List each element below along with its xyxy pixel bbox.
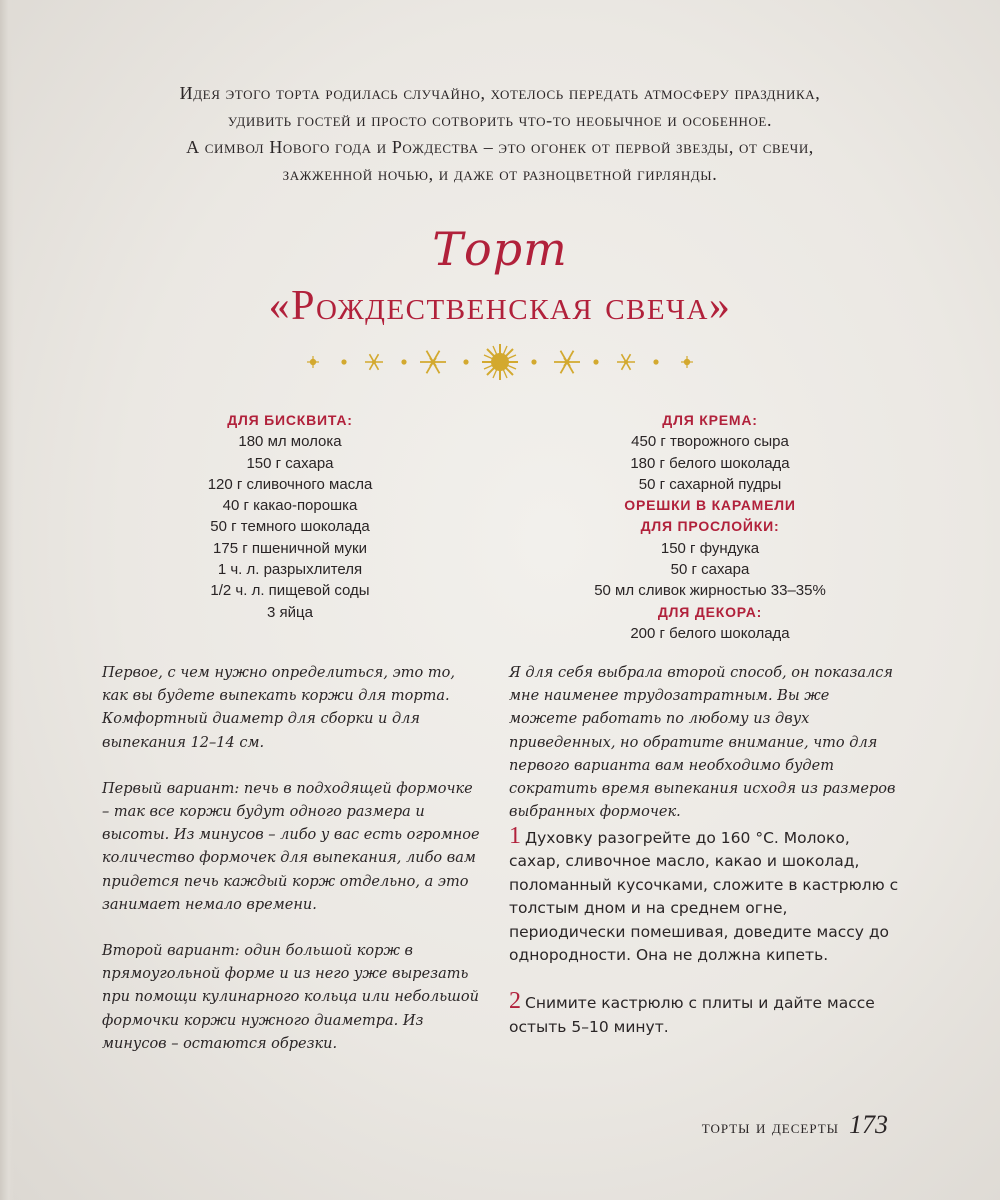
ingredient-item: 175 г пшеничной муки — [213, 539, 367, 557]
ingredient-item: 40 г какао-порошка — [222, 497, 358, 515]
ingredient-item: 3 яйца — [267, 603, 313, 621]
snowflake-icon — [554, 351, 580, 374]
section-title: торты и десерты — [701, 1117, 839, 1137]
intro-line: зажженной ночью, и даже от разноцветной гирлянды. — [282, 164, 718, 184]
recipe-steps — [509, 825, 899, 1062]
body-text-right — [509, 662, 899, 847]
sun-icon — [482, 344, 518, 380]
body-text-left — [102, 662, 482, 1079]
intro-text — [110, 80, 890, 188]
step-text: Снимите кастрюлю с плиты и дайте массе остыть 5–10 минут. — [509, 994, 875, 1036]
dot-icon — [531, 359, 536, 364]
intro-line: Идея этого торта родилась случайно, хотелось передать атмосферу праздника, — [179, 83, 821, 103]
recipe-title-script: Торт — [432, 222, 568, 276]
ingredient-item: 50 г сахара — [670, 561, 750, 579]
dot-icon — [401, 359, 406, 364]
dot-icon — [593, 359, 598, 364]
ingredient-item: 120 г сливочного масла — [207, 475, 373, 493]
book-spine-shadow — [0, 0, 14, 1200]
ingredient-item: 1/2 ч. л. пищевой соды — [210, 582, 370, 600]
ingredients-heading: ДЛЯ ПРОСЛОЙКИ: — [640, 518, 780, 535]
intro-line: удивить гостей и просто сотворить что-то необычное и особенное. — [227, 110, 773, 130]
dot-icon — [341, 359, 346, 364]
ingredients-heading: ДЛЯ БИСКВИТА: — [227, 412, 353, 428]
ingredient-item: 150 г фундука — [660, 539, 760, 557]
ingredients-heading: ДЛЯ ДЕКОРА: — [657, 603, 763, 620]
dot-icon — [463, 359, 468, 364]
ingredient-item: 450 г творожного сыра — [631, 433, 789, 451]
recipe-title: «Рождественская свеча» — [268, 283, 732, 329]
dot-icon — [653, 359, 658, 364]
paragraph: Первый вариант: печь в подходящей формочке – так все коржи будут одного размера и высоты. Из минусов – либо у вас есть огромное количество формочек для выпекания, либо вам придется печь каждый корж отдельно, а это занимает немало времени. — [102, 780, 480, 913]
snowflake-ornament — [300, 340, 700, 384]
step — [509, 990, 899, 1039]
dot-star-icon — [681, 356, 693, 368]
ingredient-item: 50 мл сливок жирностью 33–35% — [594, 582, 826, 600]
ingredient-item: 50 г темного шоколада — [210, 518, 370, 536]
ingredient-item: 50 г сахарной пудры — [638, 475, 782, 493]
ingredients-heading: ДЛЯ КРЕМА: — [662, 412, 758, 428]
sponge-ingredients — [140, 410, 440, 623]
ingredient-item: 200 г белого шоколада — [630, 624, 790, 642]
step — [509, 825, 899, 967]
snowflake-icon — [365, 354, 383, 370]
cream-ingredients — [560, 410, 860, 644]
snowflake-icon — [420, 351, 446, 374]
step-number: 1 — [509, 823, 521, 849]
dot-star-icon — [307, 356, 319, 368]
ingredient-item: 180 мл молока — [238, 433, 342, 451]
step-number: 2 — [509, 988, 521, 1015]
ingredient-item: 1 ч. л. разрыхлителя — [217, 561, 363, 579]
ingredient-item: 180 г белого шоколада — [630, 454, 790, 472]
page-number: 173 — [849, 1110, 888, 1139]
paragraph: Второй вариант: один большой корж в прямоугольной форме и из него уже вырезать при помощи кулинарного кольца или небольшой формочки коржи нужного диаметра. Из минусов – остаются обрезки. — [102, 943, 479, 1052]
paragraph: Я для себя выбрала второй способ, он показался мне наименее трудозатратным. Вы же можете работать по любому из двух приведенных, но обратите внимание, что для первого варианта вам необходимо будет сократить время выпекания исходя из размеров выбранных формочек. — [509, 665, 896, 821]
page-footer — [702, 1110, 888, 1140]
step-text: Духовку разогрейте до 160 °С. Молоко, сахар, сливочное масло, какао и шоколад, поломанный кусочками, сложите в кастрюлю с толстым дном и на среднем огне, периодически помешивая, доведите массу до однородности. Она не должна кипеть. — [509, 829, 899, 965]
intro-line: А символ Нового года и Рождества – это огонек от первой звезды, от свечи, — [186, 137, 814, 157]
ingredient-item: 150 г сахара — [246, 454, 334, 472]
snowflake-icon — [617, 354, 635, 370]
ingredients-heading: ОРЕШКИ В КАРАМЕЛИ — [624, 497, 796, 514]
paragraph: Первое, с чем нужно определиться, это то, как вы будете выпекать коржи для торта. Комфортный диаметр для сборки и для выпекания 12–14 см. — [102, 665, 455, 751]
